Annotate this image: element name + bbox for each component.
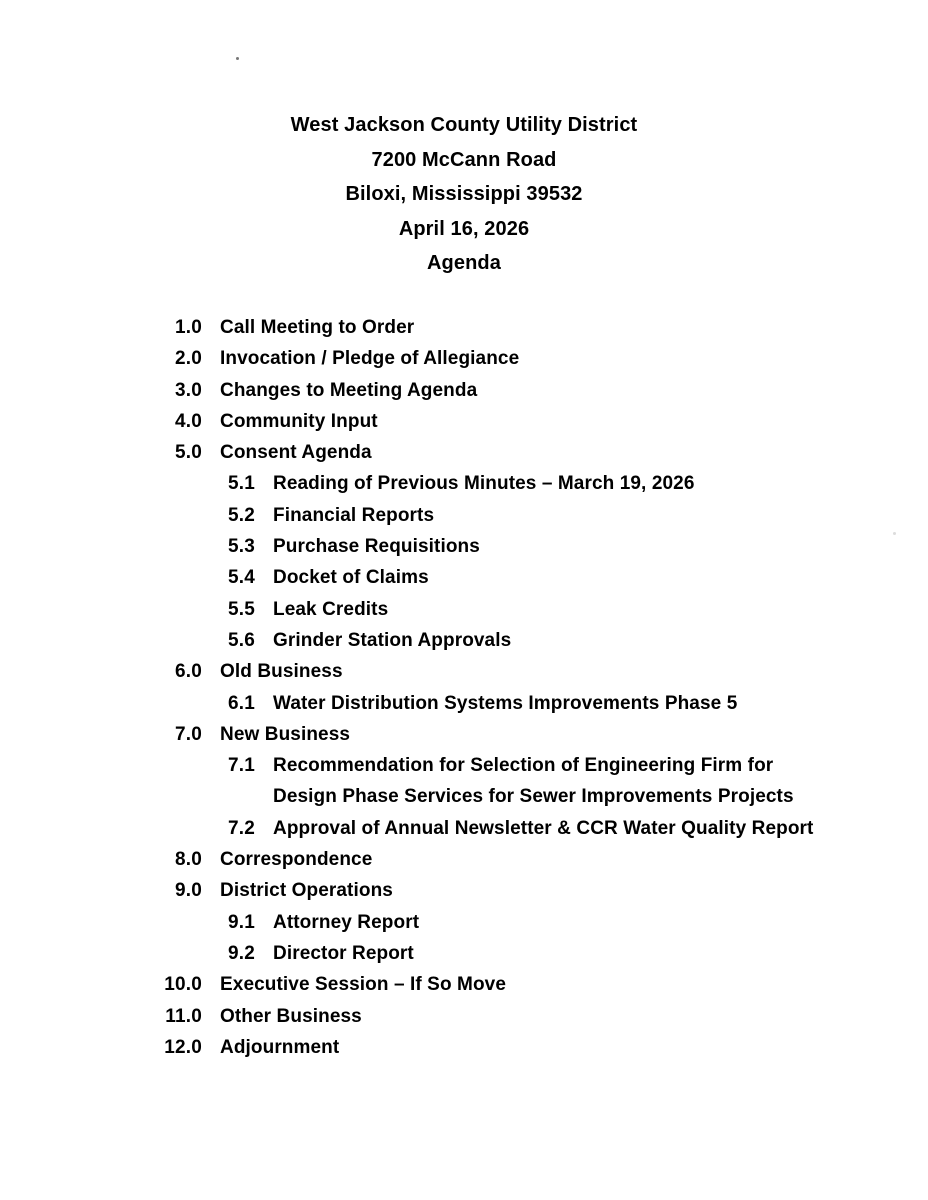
agenda-item-number: 6.0: [174, 661, 202, 683]
agenda-item-label: Consent Agenda: [220, 442, 372, 464]
agenda-item-label: Purchase Requisitions: [273, 536, 480, 558]
agenda-item-number: 5.2: [227, 504, 255, 526]
document-type-title: Agenda: [427, 252, 501, 274]
agenda-item-row: [0, 875, 928, 906]
agenda-item-label: Grinder Station Approvals: [273, 629, 512, 651]
agenda-item-number: 7.0: [174, 723, 202, 745]
agenda-item-row: [0, 500, 928, 531]
agenda-item-row: [0, 813, 928, 844]
agenda-item-number: 6.1: [227, 692, 255, 714]
agenda-item-label: District Operations: [220, 880, 393, 902]
organization-name: West Jackson County Utility District: [290, 114, 638, 136]
agenda-item-number: 9.1: [227, 911, 255, 933]
agenda-item-number: 7.1: [227, 755, 255, 777]
agenda-item-label: Attorney Report: [273, 911, 420, 933]
agenda-item-row: [0, 406, 928, 437]
agenda-item-number: 10.0: [164, 974, 202, 996]
agenda-item-row: [0, 1032, 928, 1063]
agenda-item-row: [0, 531, 928, 562]
agenda-item-row: [0, 343, 928, 374]
agenda-item-row: [0, 562, 928, 593]
agenda-item-number: 5.5: [227, 598, 255, 620]
agenda-item-row: [0, 375, 928, 406]
agenda-item-label: Changes to Meeting Agenda: [220, 379, 478, 401]
agenda-item-label: Approval of Annual Newsletter & CCR Water Quality Report: [273, 817, 814, 839]
agenda-item-label: Old Business: [220, 661, 343, 683]
agenda-item-row: [0, 437, 928, 468]
agenda-item-number: 2.0: [174, 348, 202, 370]
meeting-date: April 16, 2026: [398, 217, 530, 240]
scan-artifact-speck: [236, 57, 239, 60]
agenda-item-number: 4.0: [174, 410, 202, 432]
agenda-item-list: [0, 312, 928, 1063]
agenda-item-row: [0, 750, 928, 781]
agenda-item-label: Invocation / Pledge of Allegiance: [220, 348, 520, 370]
agenda-item-label: Recommendation for Selection of Engineering Firm for: [273, 755, 774, 777]
agenda-item-number: 5.3: [227, 536, 255, 558]
agenda-item-label: Correspondence: [220, 849, 373, 871]
agenda-item-number: 5.1: [227, 473, 255, 495]
agenda-item-label: Executive Session – If So Move: [220, 974, 506, 996]
agenda-item-label: Other Business: [220, 1005, 362, 1027]
agenda-item-row: [0, 312, 928, 343]
agenda-item-row: [0, 468, 928, 499]
agenda-item-label: Leak Credits: [273, 598, 389, 620]
agenda-item-row: [0, 656, 928, 687]
agenda-item-label: Docket of Claims: [273, 567, 429, 589]
city-state-zip: Biloxi, Mississippi 39532: [345, 183, 583, 205]
agenda-item-number: 12.0: [164, 1036, 202, 1058]
agenda-item-number: 5.0: [174, 442, 202, 464]
agenda-item-row: [0, 938, 928, 969]
agenda-item-label: Community Input: [220, 410, 378, 432]
agenda-item-row: [0, 781, 928, 812]
agenda-item-label: Call Meeting to Order: [220, 317, 415, 338]
agenda-item-number: 8.0: [174, 849, 202, 871]
agenda-item-row: [0, 688, 928, 719]
agenda-item-number: 5.6: [227, 629, 255, 651]
agenda-item-row: [0, 625, 928, 656]
agenda-item-row: [0, 594, 928, 625]
agenda-item-number: 9.2: [227, 942, 255, 964]
agenda-item-row: [0, 844, 928, 875]
agenda-item-label: Financial Reports: [273, 504, 435, 526]
agenda-item-number: 3.0: [174, 379, 202, 401]
agenda-item-label: Water Distribution Systems Improvements Phase 5: [273, 692, 738, 714]
document-header: [0, 108, 928, 281]
agenda-item-number: 7.2: [227, 817, 255, 839]
agenda-item-number: 11.0: [165, 1005, 202, 1027]
street-address: 7200 McCann Road: [371, 148, 557, 171]
agenda-item-number: 5.4: [227, 567, 255, 589]
agenda-item-number: 9.0: [174, 880, 202, 902]
agenda-item-row: [0, 969, 928, 1000]
agenda-item-row: [0, 1001, 928, 1032]
agenda-item-label: New Business: [220, 723, 351, 745]
agenda-item-label: Reading of Previous Minutes – March 19, 2026: [273, 473, 695, 495]
agenda-item-label: Director Report: [273, 942, 414, 964]
agenda-item-row: [0, 719, 928, 750]
agenda-item-row: [0, 907, 928, 938]
agenda-item-label: Adjournment: [220, 1036, 340, 1058]
agenda-item-label: Design Phase Services for Sewer Improvements Projects: [273, 786, 794, 808]
agenda-item-number: 1.0: [174, 317, 202, 338]
